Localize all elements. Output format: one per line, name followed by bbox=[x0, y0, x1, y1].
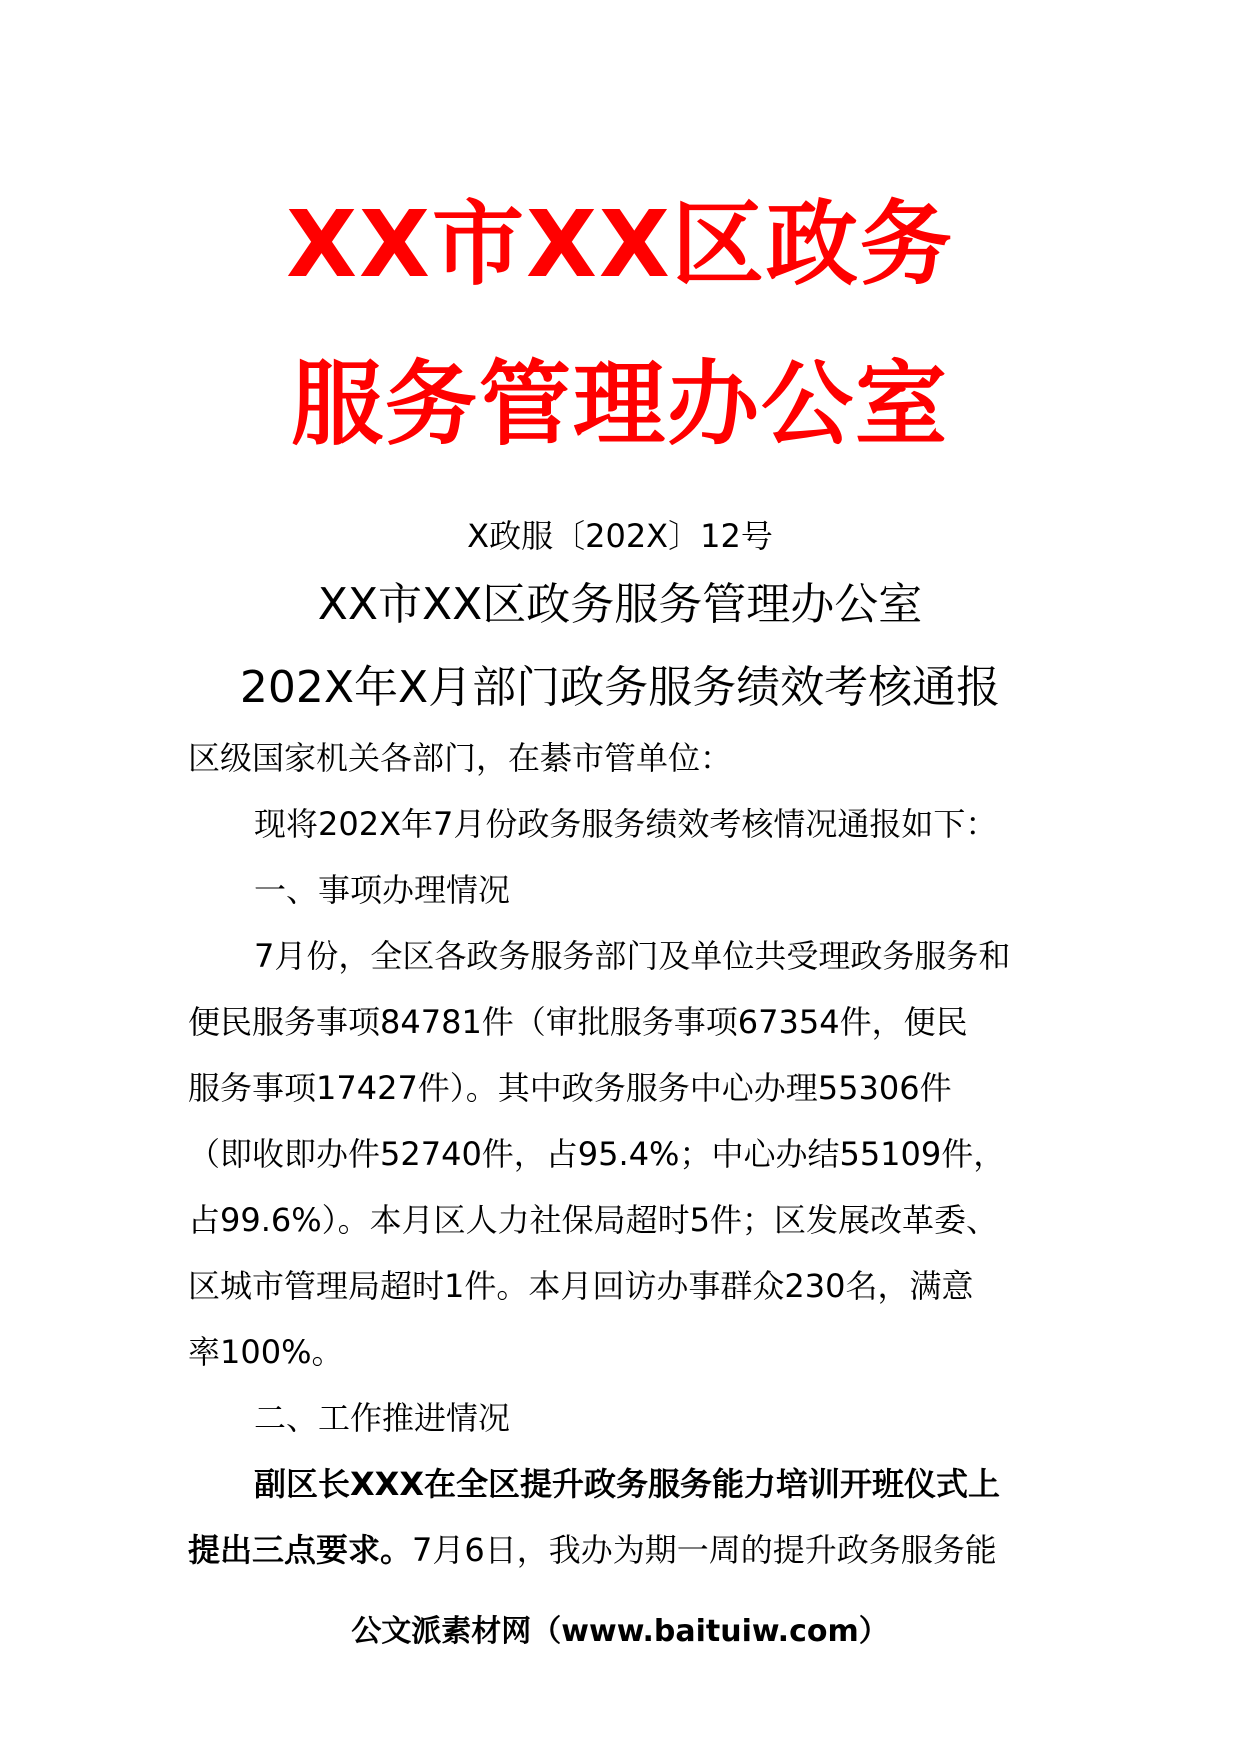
red-header-line-1: XX市XX区政务 bbox=[286, 191, 954, 298]
section-1-heading: 一、事项办理情况 bbox=[254, 871, 511, 909]
section-2-line-text: 7月6日，我办为期一周的提升政务服务能 bbox=[412, 1531, 997, 1569]
salutation: 区级国家机关各部门，在綦市管单位： bbox=[188, 739, 733, 777]
section-2-line bbox=[188, 1517, 1068, 1583]
document-title-line-2: 202X年X月部门政务服务绩效考核通报 bbox=[239, 662, 1001, 713]
footer-watermark: 公文派素材网（www.baituiw.com） bbox=[351, 1614, 889, 1649]
section-2-bold-lead: 副区长XXX在全区提升政务服务能力培训开班仪式上 bbox=[254, 1465, 1001, 1503]
section-1-line: 区城市管理局超时1件。本月回访办事群众230名，满意 bbox=[188, 1267, 974, 1305]
document-title-line-1: XX市XX区政务服务管理办公室 bbox=[317, 579, 923, 630]
section-1-line: （即收即办件52740件，占95.4%；中心办结55109件， bbox=[188, 1135, 1006, 1173]
section-2-bold-lead-end: 提出三点要求。 bbox=[188, 1531, 413, 1569]
section-1-line: 占99.6%）。本月区人力社保局超时5件；区发展改革委、 bbox=[188, 1201, 999, 1239]
section-1-line: 服务事项17427件）。其中政务服务中心办理55306件 bbox=[188, 1069, 952, 1107]
intro-paragraph: 现将202X年7月份政务服务绩效考核情况通报如下： bbox=[254, 805, 998, 843]
document-number: X政服〔202X〕12号 bbox=[467, 517, 773, 555]
document-body bbox=[188, 725, 1068, 1583]
section-1-line: 便民服务事项84781件（审批服务事项67354件，便民 bbox=[188, 1003, 968, 1041]
section-2-heading: 二、工作推进情况 bbox=[254, 1399, 511, 1437]
red-header-line-2: 服务管理办公室 bbox=[290, 351, 949, 458]
section-1-line: 7月份，全区各政务服务部门及单位共受理政务服务和 bbox=[254, 937, 1011, 975]
section-1-line: 率100%。 bbox=[188, 1333, 344, 1371]
